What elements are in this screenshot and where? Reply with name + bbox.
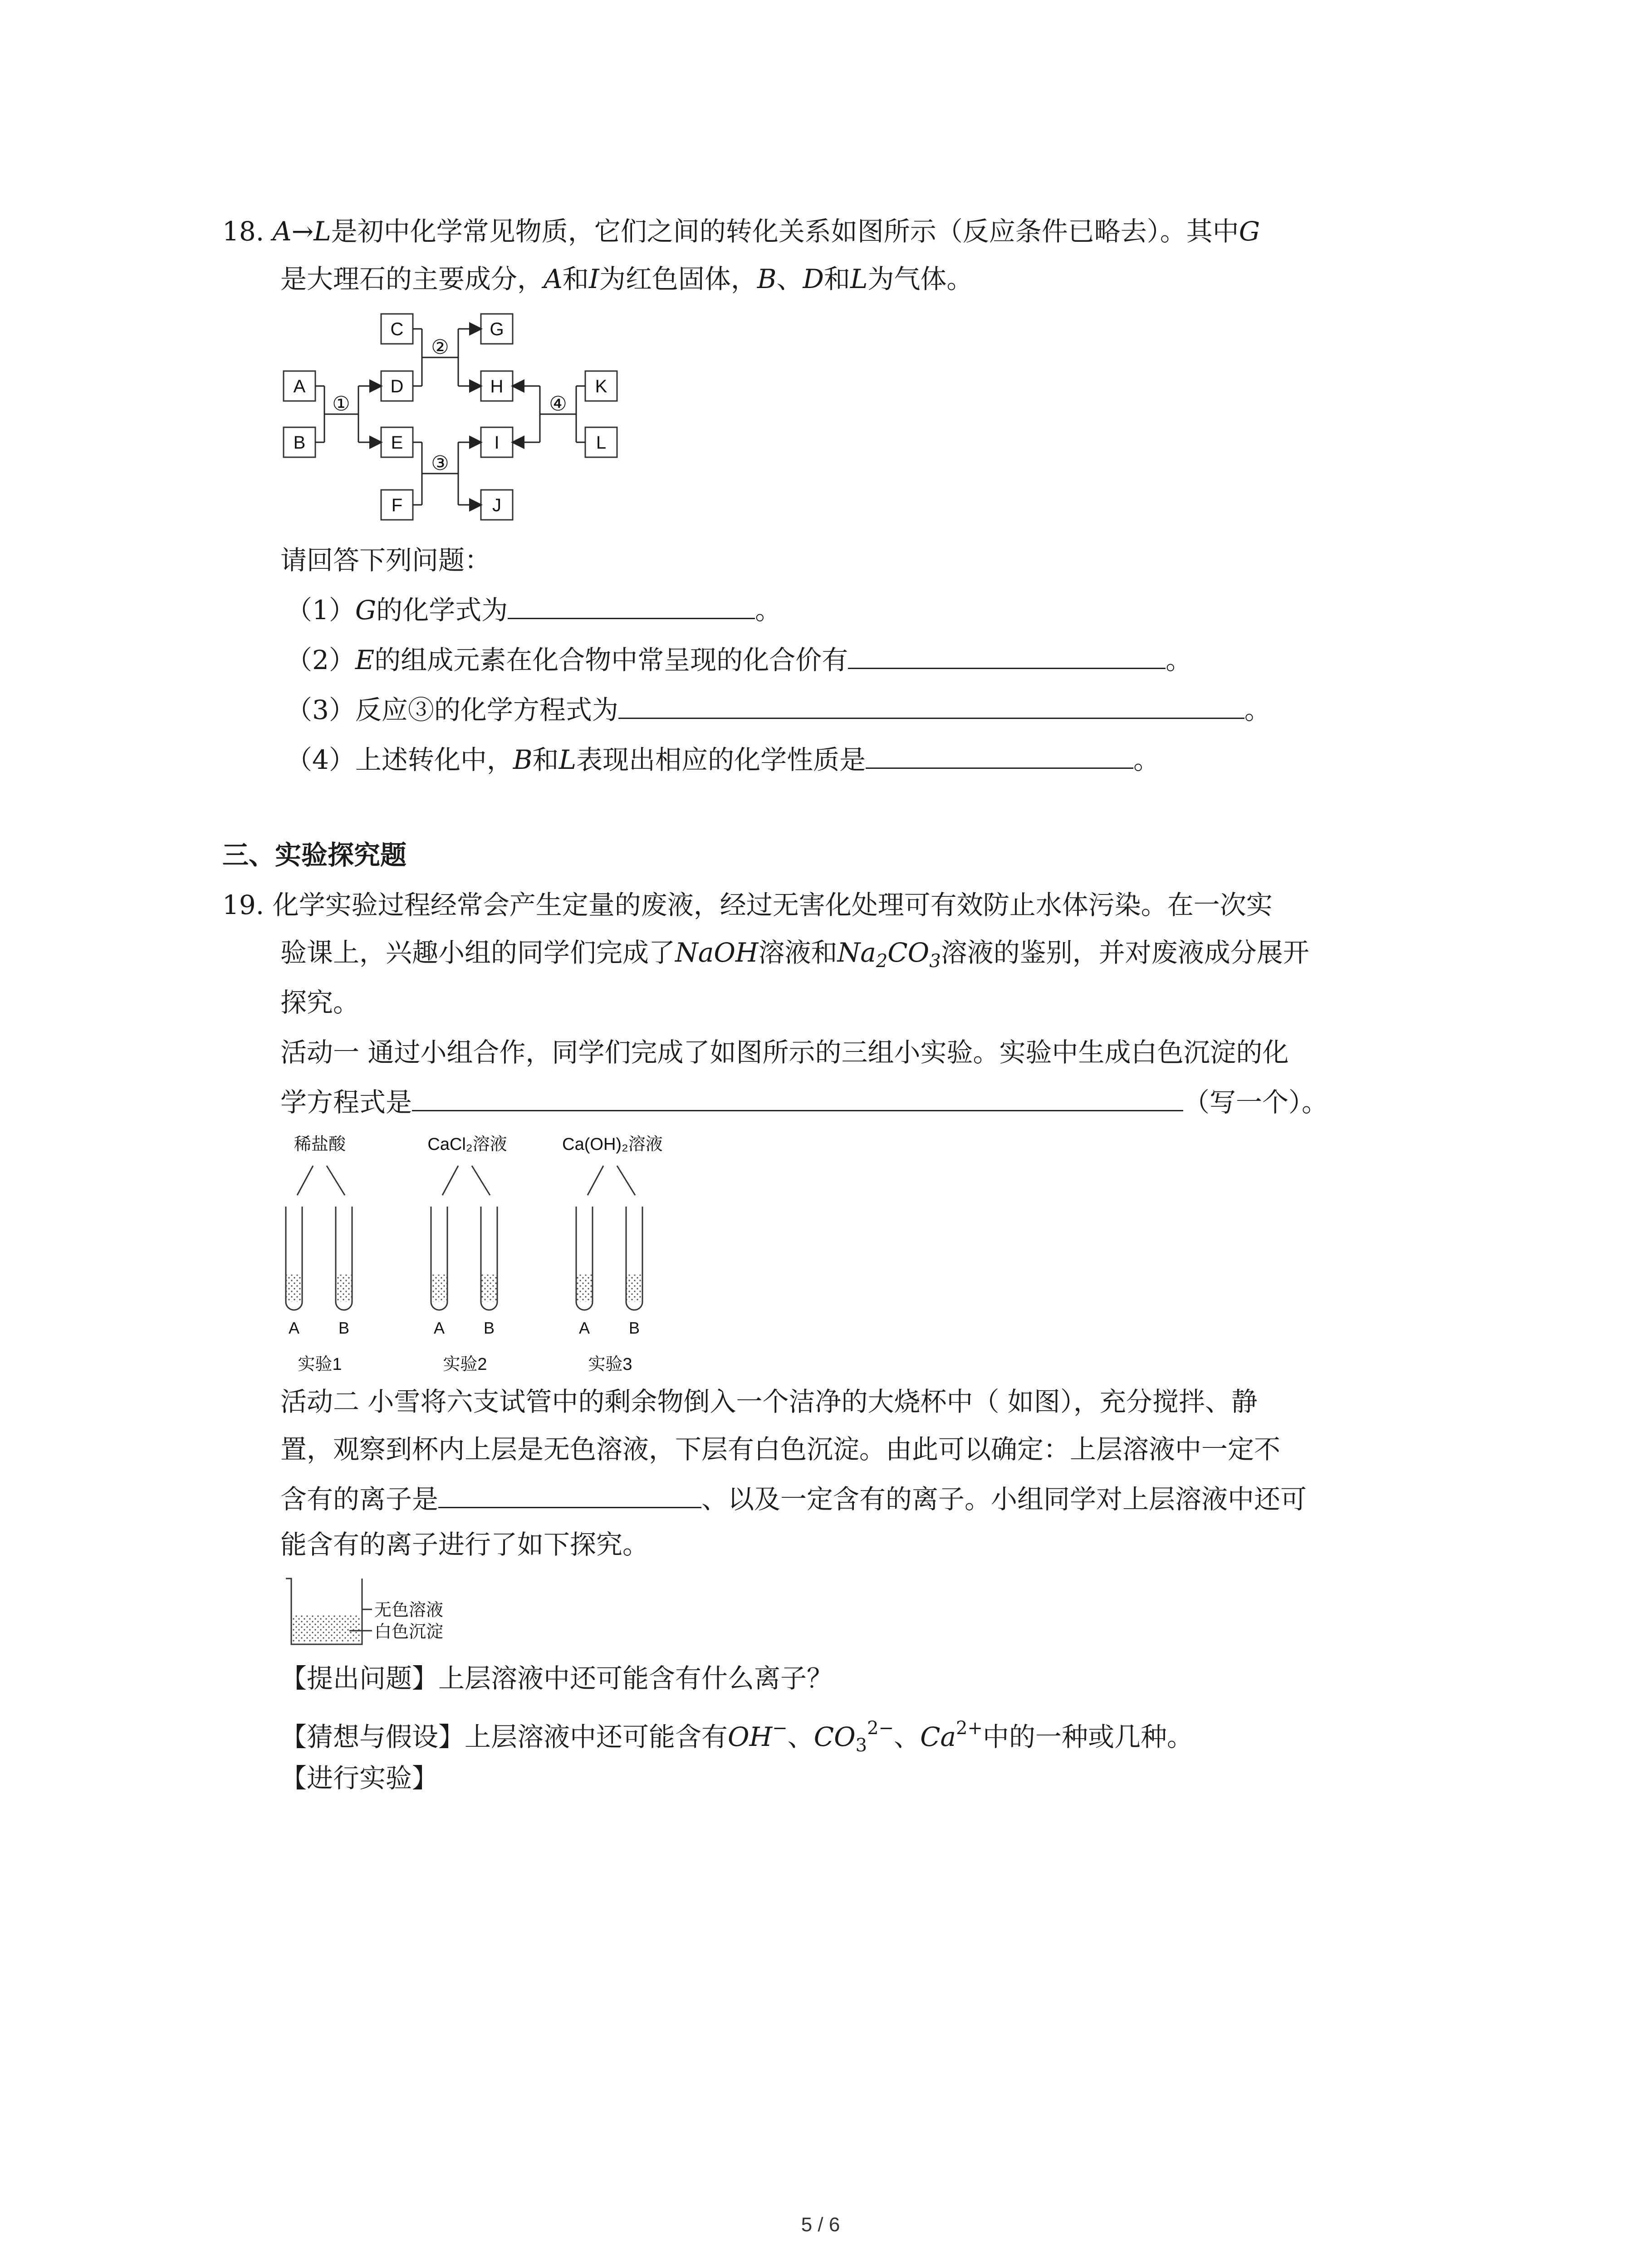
answer-blank-4[interactable] [866, 739, 1133, 769]
beaker-bottom-label: 白色沉淀 [374, 1623, 444, 1642]
reaction-2-label: ② [431, 336, 449, 358]
sub-text: 的组成元素在化合物中常呈现的化合价有 [374, 645, 848, 675]
q19-line1 [222, 887, 1273, 923]
box-j: J [492, 495, 501, 515]
reagent-caoh2: Ca(OH)₂溶液 [562, 1135, 663, 1154]
box-c: C [390, 319, 404, 339]
sub-end: 。 [755, 595, 782, 626]
q19-text: 溶液的鉴别，并对废液成分展开 [941, 937, 1309, 968]
sub-number: （2） [286, 645, 355, 675]
hypothesis-line [280, 1710, 1193, 1764]
reaction-4-label: ④ [549, 393, 567, 415]
answer-blank-1[interactable] [508, 590, 755, 619]
formula-part: Na [837, 937, 876, 968]
q19-text: 验课上，兴趣小组的同学们完成了 [280, 937, 676, 968]
sub-text: 反应③的化学方程式为 [355, 694, 618, 725]
test-tubes-figure [277, 1129, 685, 1383]
q19-text: 、以及一定含有的离子。小组同学对上层溶液中还可 [701, 1484, 1307, 1515]
q19-text: （写一个）。 [1183, 1087, 1328, 1118]
q19-text: 、 [787, 1721, 814, 1752]
q18-sub1 [286, 590, 781, 628]
tube-label-a: A [433, 1319, 445, 1337]
sub-text: 的化学式为 [376, 595, 508, 626]
experiment-3-label: 实验3 [588, 1355, 632, 1374]
answer-blank-equation[interactable] [412, 1082, 1183, 1111]
activity1-line2 [280, 1082, 1328, 1120]
var-i: I [588, 264, 599, 294]
tube-label-b: B [628, 1319, 640, 1337]
activity2-line1: 活动二 小雪将六支试管中的剩余物倒入一个洁净的大烧杯中（ 如图），充分搅拌、静 [280, 1386, 1258, 1417]
ion-co3: CO [813, 1721, 856, 1752]
sub-end: 。 [1133, 744, 1160, 775]
section-title: 三、实验探究题 [222, 840, 407, 870]
q18-text: 和 [562, 264, 589, 294]
arrow-text: → [291, 216, 314, 247]
var-a: A [544, 264, 563, 294]
formula-na2co3 [837, 937, 941, 972]
sub-number: （4） [286, 744, 355, 775]
q18-sub3 [286, 689, 1271, 728]
var-a: A [272, 216, 292, 247]
sub-text: 表现出相应的化学性质是 [576, 744, 866, 775]
q18-sub4 [286, 739, 1160, 778]
q19-text: 【猜想与假设】上层溶液中还可能含有 [280, 1721, 728, 1752]
page-number: 5 / 6 [801, 2214, 840, 2236]
q19-line3: 探究。 [280, 987, 360, 1018]
tube-label-a: A [288, 1319, 300, 1337]
box-d: D [390, 376, 404, 396]
q18-line2 [280, 261, 973, 297]
q18-text: 和 [824, 264, 851, 294]
var-l: L [850, 264, 868, 294]
activity2-line4: 能含有的离子进行了如下探究。 [280, 1529, 649, 1560]
answer-blank-3[interactable] [618, 689, 1244, 719]
q18-prompt: 请回答下列问题： [280, 545, 491, 576]
experiment-2-label: 实验2 [443, 1355, 487, 1374]
var-g: G [355, 595, 377, 626]
box-b: B [293, 433, 306, 453]
reaction-3-label: ③ [431, 452, 449, 474]
experiment-1-label: 实验1 [298, 1355, 342, 1374]
q19-text: 学方程式是 [280, 1087, 412, 1118]
box-k: K [595, 376, 607, 396]
box-h: H [490, 376, 504, 396]
formula-naoh: NaOH [675, 937, 759, 968]
q19-text: 溶液和 [758, 937, 838, 968]
activity2-line3 [280, 1479, 1307, 1517]
var-b: B [513, 744, 533, 775]
answer-blank-ion[interactable] [438, 1479, 701, 1508]
q18-text: 是大理石的主要成分， [280, 264, 544, 294]
var-g: G [1239, 216, 1260, 247]
activity1-line1: 活动一 通过小组合作，同学们完成了如图所示的三组小实验。实验中生成白色沉淀的化 [280, 1037, 1289, 1068]
beaker-figure [281, 1574, 472, 1656]
q18-text: 是初中化学常见物质，它们之间的转化关系如图所示（反应条件已略去）。其中 [331, 216, 1239, 247]
reagent-hcl: 稀盐酸 [294, 1135, 346, 1154]
q18-text: 为红色固体， [599, 264, 757, 294]
question-label: 【提出问题】上层溶液中还可能含有什么离子？ [280, 1663, 833, 1694]
var-l: L [558, 744, 577, 775]
ion-ca: Ca [920, 1721, 956, 1752]
box-f: F [391, 495, 403, 515]
box-a: A [293, 376, 306, 396]
box-l: L [596, 433, 607, 453]
box-g: G [490, 319, 504, 339]
var-d: D [803, 264, 824, 294]
q18-line1 [222, 213, 1260, 249]
q19-text: 中的一种或几种。 [983, 1721, 1194, 1752]
q19-text: 、 [894, 1721, 921, 1752]
var-l: L [314, 216, 331, 247]
box-e: E [391, 433, 403, 453]
tube-label-a: A [578, 1319, 590, 1337]
ion-oh: OH [728, 1721, 773, 1752]
ion-charge: − [772, 1718, 788, 1739]
formula-sub: 2 [876, 951, 888, 972]
box-i: I [494, 433, 500, 453]
reagent-cacl2: CaCl₂溶液 [427, 1135, 507, 1154]
q19-text: 含有的离子是 [280, 1484, 439, 1515]
sub-number: （1） [286, 595, 355, 626]
q19-text: 化学实验过程经常会产生定量的废液，经过无害化处理可有效防止水体污染。在一次实 [272, 890, 1273, 920]
formula-part: CO [887, 937, 930, 968]
q18-sub2 [286, 640, 1192, 678]
var-e: E [355, 645, 375, 675]
sub-number: （3） [286, 694, 355, 725]
q19-number: 19. [222, 890, 265, 920]
experiment-label: 【进行实验】 [280, 1763, 439, 1794]
q18-text: 、 [776, 264, 803, 294]
sub-end: 。 [1244, 694, 1271, 725]
tube-label-b: B [338, 1319, 350, 1337]
q19-line2 [280, 934, 1309, 979]
ion-charge: 2+ [956, 1718, 983, 1739]
beaker-top-label: 无色溶液 [374, 1601, 444, 1620]
ion-charge: 2− [867, 1718, 894, 1739]
formula-sub: 3 [929, 951, 941, 972]
sub-text: 和 [532, 744, 559, 775]
sub-text: 上述转化中， [355, 744, 513, 775]
q18-text: 为气体。 [867, 264, 973, 294]
reaction-flow-diagram [277, 308, 640, 535]
answer-blank-2[interactable] [848, 640, 1166, 669]
var-b: B [757, 264, 777, 294]
sub-end: 。 [1166, 645, 1192, 675]
reaction-1-label: ① [332, 393, 350, 415]
activity2-line2: 置，观察到杯内上层是无色溶液，下层有白色沉淀。由此可以确定：上层溶液中一定不 [280, 1434, 1281, 1465]
q18-number: 18. [222, 216, 265, 247]
tube-label-b: B [483, 1319, 495, 1337]
ion-sub: 3 [855, 1735, 867, 1756]
